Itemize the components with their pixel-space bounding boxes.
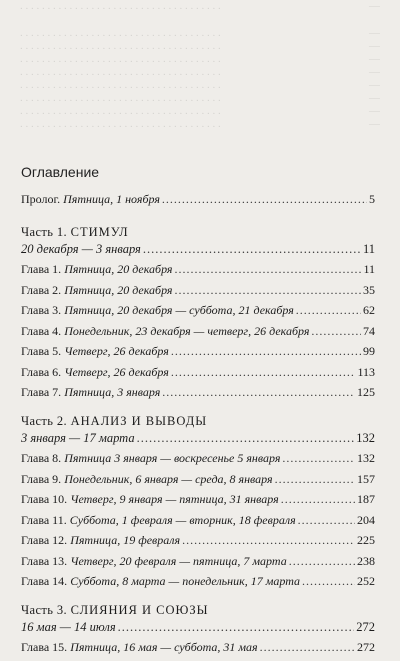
chapter-label: Глава 8. <box>21 451 62 465</box>
part-label: Часть 3. <box>21 602 68 617</box>
chapter-title: Пятница, 19 февраля <box>70 533 181 547</box>
chapter-label: Глава 5. <box>21 344 62 358</box>
page-number: 157 <box>357 471 375 486</box>
entry-text <box>21 365 169 380</box>
parts-list <box>21 225 375 661</box>
leader-dots <box>296 303 361 318</box>
leader-dots <box>171 365 356 380</box>
entry-label: Пролог. <box>21 192 61 206</box>
leader-dots <box>275 472 355 487</box>
chapter-title: Суббота, 1 февраля — вторник, 18 февраля <box>69 512 296 527</box>
part-date-range[interactable] <box>21 242 375 263</box>
page-number: 272 <box>357 640 375 654</box>
chapter-title: Четверг, 20 февраля — пятница, 7 марта <box>70 553 287 568</box>
page-number: 11 <box>362 241 375 256</box>
part-section <box>21 225 375 406</box>
chapter-title: Пятница, 20 декабря <box>64 282 173 297</box>
toc-entry-chapter[interactable] <box>21 283 375 304</box>
toc-entry-chapter[interactable] <box>21 365 375 386</box>
part-section <box>21 414 375 595</box>
toc-entry-chapter[interactable] <box>21 640 375 661</box>
chapter-label: Глава 12. <box>21 533 68 547</box>
chapter-title: Четверг, 9 января — пятница, 31 января <box>70 492 279 506</box>
entry-title: Пятница, 1 ноября <box>63 192 160 206</box>
chapter-title: Пятница, 16 мая — суббота, 31 мая <box>70 640 258 654</box>
part-heading[interactable] <box>21 603 375 620</box>
page-number: 62 <box>363 303 375 317</box>
toc-heading: Оглавление <box>21 164 100 180</box>
leader-dots <box>143 242 361 257</box>
chapter-title: Понедельник, 6 января — среда, 8 января <box>64 471 273 486</box>
leader-dots <box>282 451 355 466</box>
leader-dots <box>281 492 355 507</box>
toc-entry-chapter[interactable] <box>21 472 375 493</box>
leader-dots <box>311 324 361 339</box>
toc-entry-chapter[interactable] <box>21 492 375 513</box>
page-number: 272 <box>356 619 375 634</box>
chapter-label: Глава 13. <box>21 553 68 568</box>
chapter-title: Понедельник, 23 декабря — четверг, 26 декабря <box>64 323 310 338</box>
entry-text <box>21 492 279 507</box>
entry-text <box>21 451 280 466</box>
chapter-title: Пятница, 20 декабря — суббота, 21 декабря <box>64 303 294 317</box>
chapter-label: Глава 15. <box>21 640 68 654</box>
chapter-label: Глава 2. <box>21 282 62 297</box>
part-heading[interactable] <box>21 414 375 431</box>
chapter-label: Глава 7. <box>21 385 62 399</box>
leader-dots <box>175 262 362 277</box>
part-section <box>21 603 375 661</box>
part-name: СТИМУЛ <box>70 224 129 239</box>
page-number: 125 <box>357 385 375 399</box>
page-number: 35 <box>363 282 375 297</box>
chapter-label: Глава 14. <box>21 574 68 588</box>
leader-dots <box>182 533 355 548</box>
part-date-range[interactable] <box>21 620 375 641</box>
toc-entry-chapter[interactable] <box>21 344 375 365</box>
entry-text <box>21 533 180 548</box>
chapter-label: Глава 4. <box>21 323 62 338</box>
entry-text <box>21 513 296 528</box>
chapter-title: Пятница 3 января — воскресенье 5 января <box>64 451 281 465</box>
page-number: 187 <box>357 492 375 506</box>
entry-text <box>21 385 160 400</box>
entry-text <box>21 283 173 298</box>
chapter-title: Пятница, 20 декабря <box>64 262 173 276</box>
toc-entry-prologue[interactable] <box>21 192 375 213</box>
chapter-title: Четверг, 26 декабря <box>64 364 169 379</box>
chapter-title: Суббота, 8 марта — понедельник, 17 марта <box>70 574 301 588</box>
chapter-title: Пятница, 3 января <box>64 385 161 399</box>
leader-dots <box>118 620 355 635</box>
page-number: 5 <box>369 192 375 206</box>
leader-dots <box>298 513 355 528</box>
page-number: 113 <box>357 364 375 379</box>
chapter-label: Глава 1. <box>21 262 62 276</box>
page-number: 132 <box>357 451 375 465</box>
toc-entry-chapter[interactable] <box>21 554 375 575</box>
entry-text <box>21 192 160 207</box>
chapter-label: Глава 3. <box>21 303 62 317</box>
chapter-label: Глава 10. <box>21 492 68 506</box>
chapter-label: Глава 6. <box>21 364 62 379</box>
leader-dots <box>302 574 355 589</box>
entry-text <box>21 640 258 655</box>
toc-entry-chapter[interactable] <box>21 574 375 595</box>
toc-entry-chapter[interactable] <box>21 303 375 324</box>
chapter-label: Глава 9. <box>21 471 62 486</box>
toc-entry-chapter[interactable] <box>21 262 375 283</box>
toc-entry-chapter[interactable] <box>21 513 375 534</box>
leader-dots <box>162 192 367 207</box>
entry-text <box>21 303 294 318</box>
page-number: 99 <box>363 344 375 358</box>
entry-text <box>21 324 309 339</box>
range-text: 3 января — 17 марта <box>21 430 135 445</box>
leader-dots <box>289 554 355 569</box>
page-number: 11 <box>363 262 375 276</box>
entry-text <box>21 472 273 487</box>
toc-entry-chapter[interactable] <box>21 324 375 345</box>
page-number: 132 <box>356 430 375 445</box>
page-number: 204 <box>357 512 375 527</box>
page-number: 74 <box>363 323 375 338</box>
part-date-range[interactable] <box>21 431 375 452</box>
chapter-label: Глава 11. <box>21 512 67 527</box>
leader-dots <box>171 344 361 359</box>
entry-text <box>21 554 287 569</box>
entry-text <box>21 262 173 277</box>
leader-dots <box>162 385 355 400</box>
leader-dots <box>260 640 355 655</box>
bleed-through-text: . . . . . . . . . . . . . . . . . . . . . . . . . . . . . . . . . . . . . — . . . . . . . . . . . . . . . . . . . . . . . . . . . . . . . . . . . . . — . . . . . . . . . . . . . . . . . . . . . . . . . . . . . . . . . . . . . — . . . . . . . . . . . . . . . . . . . . . . . . . . . . . . . . . . . . . — . . . . . . . . . . . . . . . . . . . . . . . . . . . . . . . . . . . . . — . . . . . . . . . . . . . . . . . . . . . . . . . . . . . . . . . . . . . — . . . . . . . . . . . . . . . . . . . . . . . . . . . . . . . . . . . . . — . . . . . . . . . . . . . . . . . . . . . . . . . . . . . . . . . . . . . — . . . . . . . . . . . . . . . . . . . . . . . . . . . . . . . . . . . . . — <box>20 0 380 130</box>
part-label: Часть 2. <box>21 413 68 428</box>
entry-text <box>21 344 169 359</box>
chapter-title: Четверг, 26 декабря <box>64 344 169 358</box>
range-text: 16 мая — 14 июля <box>21 619 116 634</box>
page-number: 252 <box>357 574 375 588</box>
part-name: СЛИЯНИЯ И СОЮЗЫ <box>70 602 209 617</box>
entry-text <box>21 574 300 589</box>
toc-entry-chapter[interactable] <box>21 533 375 554</box>
part-name: АНАЛИЗ И ВЫВОДЫ <box>70 413 208 428</box>
part-heading[interactable] <box>21 225 375 242</box>
range-text: 20 декабря — 3 января <box>21 241 141 256</box>
toc-entries <box>21 192 375 661</box>
page-number: 238 <box>357 553 375 568</box>
toc-entry-chapter[interactable] <box>21 451 375 472</box>
part-label: Часть 1. <box>21 224 68 239</box>
leader-dots <box>175 283 361 298</box>
leader-dots <box>137 431 355 446</box>
page-number: 225 <box>357 533 375 547</box>
toc-entry-chapter[interactable] <box>21 385 375 406</box>
